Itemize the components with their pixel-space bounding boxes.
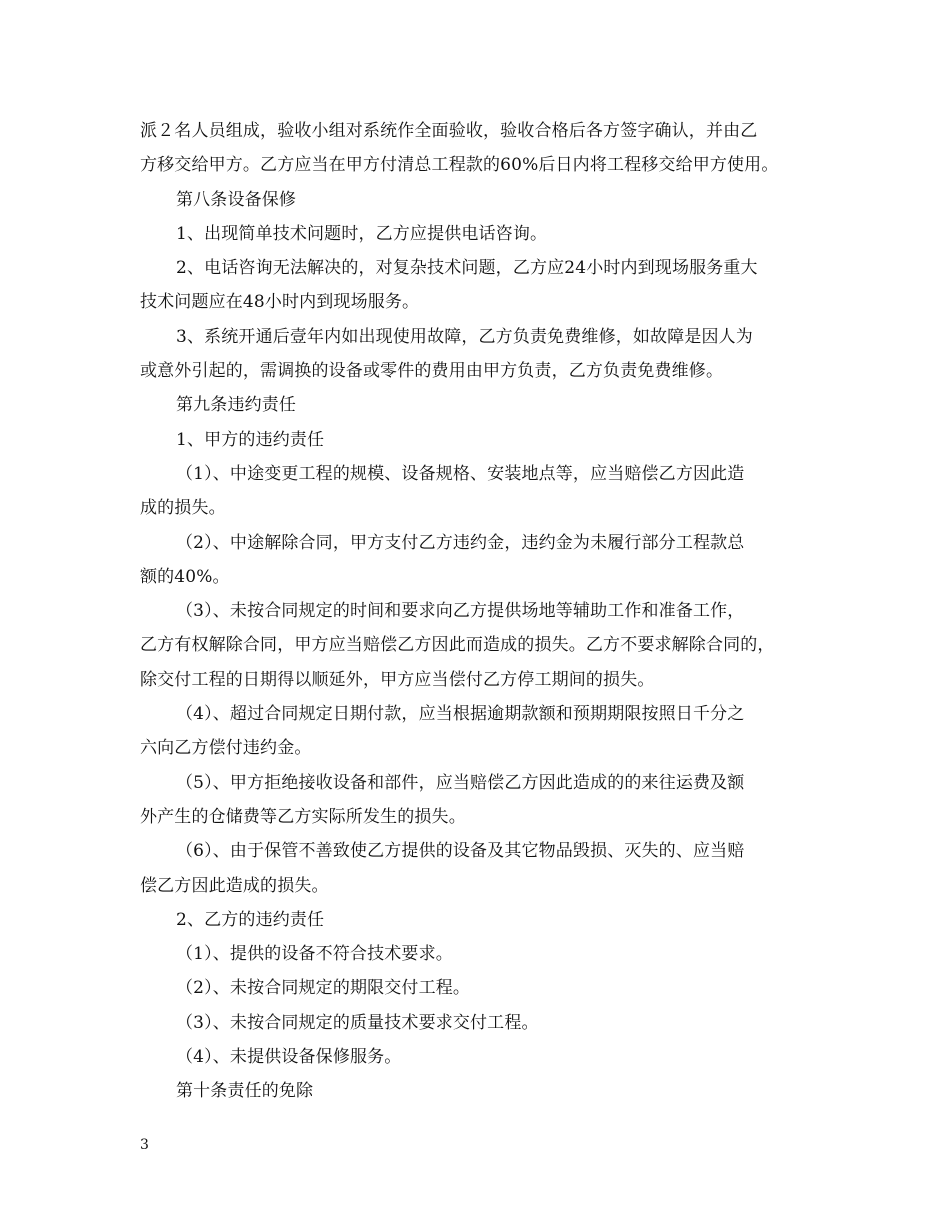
text-line: 第九条违约责任 xyxy=(176,395,297,416)
document-body xyxy=(140,114,820,1109)
text-line: （4）、超过合同规定日期付款，应当根据逾期款额和预期期限按照日千分之 xyxy=(176,704,745,725)
text-line: 外产生的仓储费等乙方实际所发生的损失。 xyxy=(140,806,466,827)
text-line: （2）、未按合同规定的期限交付工程。 xyxy=(176,978,471,999)
text-line: （1）、中途变更工程的规模、设备规格、安装地点等，应当赔偿乙方因此造 xyxy=(176,463,745,484)
text-line: 技术问题应在48小时内到现场服务。 xyxy=(140,292,420,313)
page-number: 3 xyxy=(140,1137,149,1153)
text-line: 3、系统开通后壹年内如出现使用故障，乙方负责免费维修，如故障是因人为 xyxy=(176,326,753,347)
text-line: （1）、提供的设备不符合技术要求。 xyxy=(176,944,453,965)
text-line: （2）、中途解除合同，甲方支付乙方违约金，违约金为未履行部分工程款总 xyxy=(176,532,745,553)
text-line: 或意外引起的，需调换的设备或零件的费用由甲方负责，乙方负责免费维修。 xyxy=(140,361,724,382)
text-line: 1、出现简单技术问题时，乙方应提供电话咨询。 xyxy=(176,223,548,244)
text-line: 1、甲方的违约责任 xyxy=(176,429,325,450)
text-line: 2、乙方的违约责任 xyxy=(176,909,325,930)
text-line: 第十条责任的免除 xyxy=(176,1081,314,1102)
text-line: 方移交给甲方。乙方应当在甲方付清总工程款的60%后日内将工程移交给甲方使用。 xyxy=(140,155,779,176)
text-line: 乙方有权解除合同，甲方应当赔偿乙方因此而造成的损失。乙方不要求解除合同的， xyxy=(140,635,775,656)
text-line: 派２名人员组成，验收小组对系统作全面验收，验收合格后各方签字确认，并由乙 xyxy=(140,121,758,141)
text-line: 第八条设备保修 xyxy=(176,189,297,210)
text-line: 偿乙方因此造成的损失。 xyxy=(140,875,329,896)
text-line: 2、电话咨询无法解决的，对复杂技术问题，乙方应24小时内到现场服务重大 xyxy=(176,258,758,279)
text-line: 六向乙方偿付违约金。 xyxy=(140,738,312,759)
text-line: （4）、未提供设备保修服务。 xyxy=(176,1047,402,1068)
text-line: （3）、未按合同规定的时间和要求向乙方提供场地等辅助工作和准备工作， xyxy=(176,601,745,622)
text-line: （3）、未按合同规定的质量技术要求交付工程。 xyxy=(176,1012,539,1033)
text-line: 额的40%。 xyxy=(140,566,230,587)
text-line: （5）、甲方拒绝接收设备和部件，应当赔偿乙方因此造成的的来往运费及额 xyxy=(176,772,745,793)
text-line: 除交付工程的日期得以顺延外，甲方应当偿付乙方停工期间的损失。 xyxy=(140,669,655,690)
text-line: 成的损失。 xyxy=(140,498,226,519)
text-line: （6）、由于保管不善致使乙方提供的设备及其它物品毁损、灭失的、应当赔 xyxy=(176,841,745,862)
